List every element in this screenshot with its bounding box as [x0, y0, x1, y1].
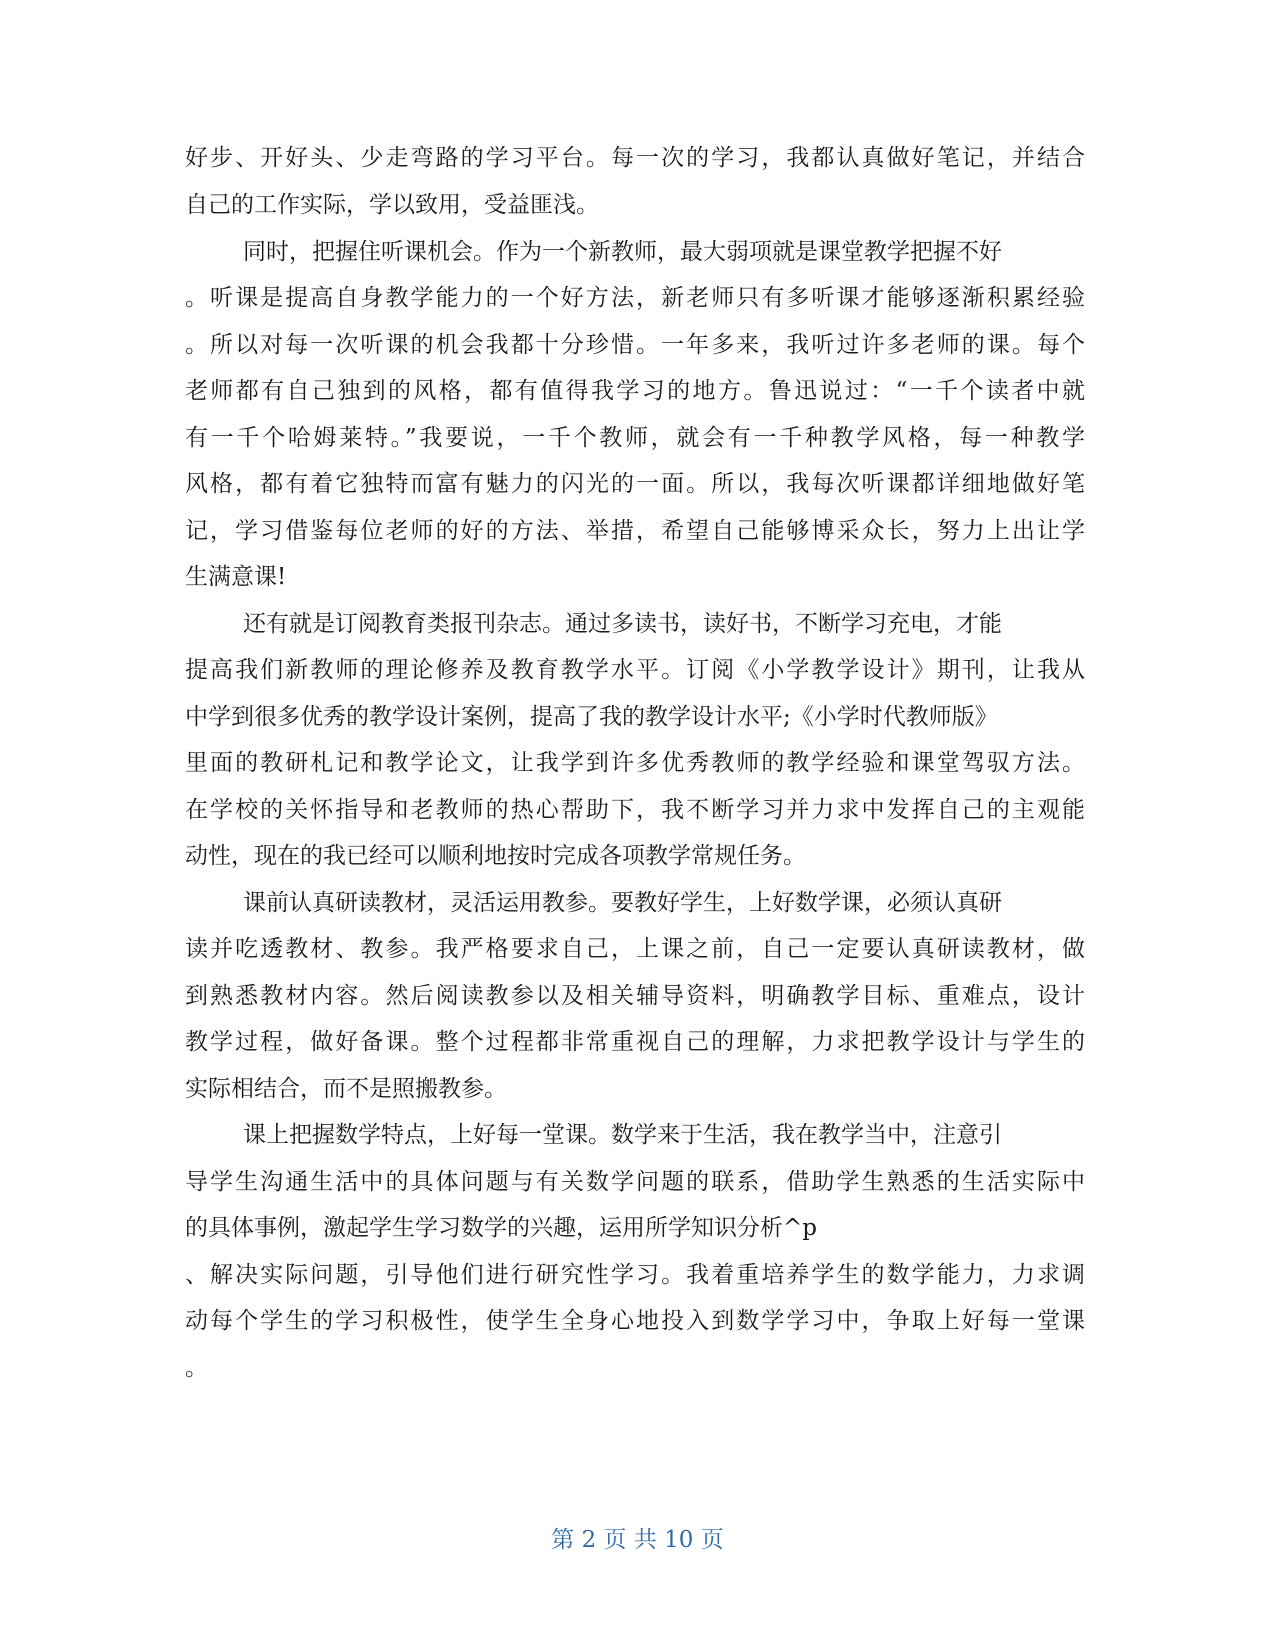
text-line: 老师都有自己独到的风格，都有值得我学习的地方。鲁迅说过：“一千个读者中就: [185, 378, 1085, 404]
text-line: 到熟悉教材内容。然后阅读教参以及相关辅导资料，明确教学目标、重难点，设计: [185, 983, 1085, 1009]
text-line: 读并吃透教材、教参。我严格要求自己，上课之前，自己一定要认真研读教材，做: [185, 936, 1085, 962]
paragraph-first-line: 课前认真研读教材，灵活运用教参。要教好学生，上好数学课，必须认真研: [243, 890, 1002, 916]
text-line: 提高我们新教师的理论修养及教育教学水平。订阅《小学教学设计》期刊，让我从: [185, 657, 1085, 683]
paragraph-first-line: 还有就是订阅教育类报刊杂志。通过多读书，读好书，不断学习充电，才能: [243, 611, 1002, 637]
text-line: 自己的工作实际，学以致用，受益匪浅。: [185, 192, 599, 218]
text-line: 。听课是提高自身教学能力的一个好方法，新老师只有多听课才能够逐渐积累经验: [185, 285, 1085, 311]
text-line: 。: [185, 1355, 208, 1381]
text-line: 记，学习借鉴每位老师的好的方法、举措，希望自己能够博采众长，努力上出让学: [185, 518, 1085, 544]
text-line: 动性，现在的我已经可以顺利地按时完成各项教学常规任务。: [185, 843, 806, 869]
text-line: 。所以对每一次听课的机会我都十分珍惜。一年多来，我听过许多老师的课。每个: [185, 332, 1085, 358]
text-line: 在学校的关怀指导和老教师的热心帮助下，我不断学习并力求中发挥自己的主观能: [185, 797, 1085, 823]
text-line: 里面的教研札记和教学论文，让我学到许多优秀教师的教学经验和课堂驾驭方法。: [185, 750, 1085, 776]
text-line: 实际相结合，而不是照搬教参。: [185, 1076, 507, 1102]
text-line: 中学到很多优秀的教学设计案例，提高了我的教学设计水平;《小学时代教师版》: [185, 704, 998, 730]
text-line: 动每个学生的学习积极性，使学生全身心地投入到数学学习中，争取上好每一堂课: [185, 1308, 1085, 1334]
page-number-footer: 第 2 页 共 10 页: [551, 1527, 724, 1553]
text-line: 好步、开好头、少走弯路的学习平台。每一次的学习，我都认真做好笔记，并结合: [185, 145, 1085, 171]
text-line: 教学过程，做好备课。整个过程都非常重视自己的理解，力求把教学设计与学生的: [185, 1029, 1085, 1055]
text-line: 、解决实际问题，引导他们进行研究性学习。我着重培养学生的数学能力，力求调: [185, 1262, 1085, 1288]
text-line: 的具体事例，激起学生学习数学的兴趣，运用所学知识分析^p: [185, 1215, 817, 1241]
paragraph-first-line: 课上把握数学特点，上好每一堂课。数学来于生活，我在教学当中，注意引: [243, 1122, 1002, 1148]
text-line: 生满意课!: [185, 564, 287, 590]
text-line: 有一千个哈姆莱特。”我要说，一千个教师，就会有一千种教学风格，每一种教学: [185, 425, 1085, 451]
text-line: 风格，都有着它独特而富有魅力的闪光的一面。所以，我每次听课都详细地做好笔: [185, 471, 1085, 497]
text-line: 导学生沟通生活中的具体问题与有关数学问题的联系，借助学生熟悉的生活实际中: [185, 1169, 1085, 1195]
paragraph-first-line: 同时，把握住听课机会。作为一个新教师，最大弱项就是课堂教学把握不好: [243, 239, 1002, 265]
